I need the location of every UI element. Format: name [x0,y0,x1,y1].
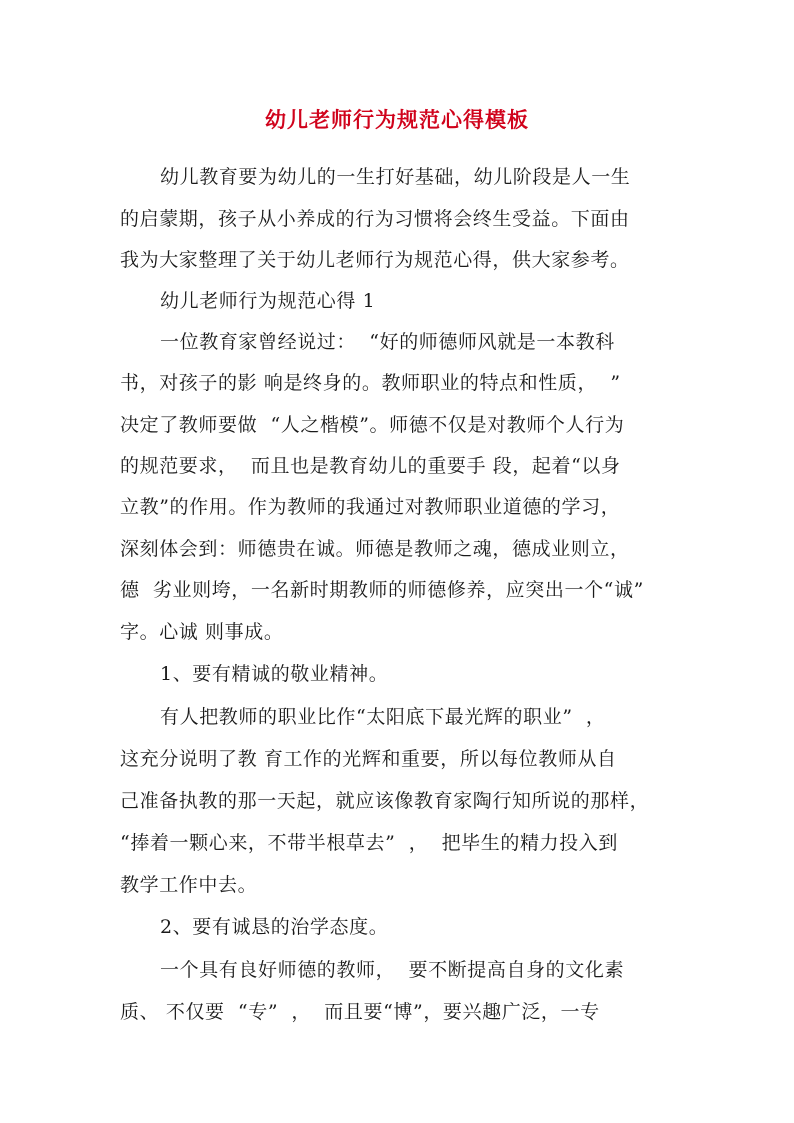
paragraph-line: 一个具有良好师德的教师， 要不断提高自身的文化素 [160,959,625,981]
paragraph-line: 有人把教师的职业比作“太阳底下最光辉的职业” ， [160,706,606,728]
paragraph-line: 决定了教师要做 “人之楷模”。师德不仅是对教师个人行为 [120,414,625,436]
paragraph-line: 的规范要求， 而且也是教育幼儿的重要手 段，起着“以身 [120,455,621,477]
paragraph-line: 书，对孩子的影 响是终身的。教师职业的特点和性质， ” [120,372,621,394]
paragraph-line: 质、 不仅要 “专” ， 而且要“博”，要兴趣广泛，一专 [120,1001,600,1023]
document-title: 幼儿老师行为规范心得模板 [265,107,529,132]
paragraph-line: 的启蒙期，孩子从小养成的行为习惯将会终生受益。下面由 [120,208,630,230]
paragraph-line: 教学工作中去。 [120,874,258,896]
section-heading: 幼儿老师行为规范心得 1 [160,290,376,312]
paragraph-line: 德 劣业则垮，一名新时期教师的师德修养，应突出一个“诚” [120,579,644,601]
subheading-2: 2、要有诚恳的治学态度。 [160,916,389,938]
paragraph-line: 立教”的作用。作为教师的我通过对教师职业道德的学习， [120,496,621,518]
paragraph-line: 一位教育家曾经说过： “好的师德师风就是一本教科 [160,331,615,353]
paragraph-line: 己准备执教的那一天起，就应该像教育家陶行知所说的那样， [120,790,650,812]
paragraph-line: 我为大家整理了关于幼儿老师行为规范心得，供大家参考。 [120,249,630,271]
paragraph-line: 深刻体会到：师德贵在诚。师德是教师之魂，德成业则立， [120,538,630,560]
paragraph-line: “捧着一颗心来，不带半根草去” ， 把毕生的精力投入到 [120,832,618,854]
paragraph-line: 幼儿教育要为幼儿的一生打好基础，幼儿阶段是人一生 [160,166,631,188]
subheading-1: 1、要有精诚的敬业精神。 [160,663,389,685]
paragraph-line: 字。心诚 则事成。 [120,621,284,643]
paragraph-line: 这充分说明了教 育工作的光辉和重要，所以每位教师从自 [120,748,617,770]
